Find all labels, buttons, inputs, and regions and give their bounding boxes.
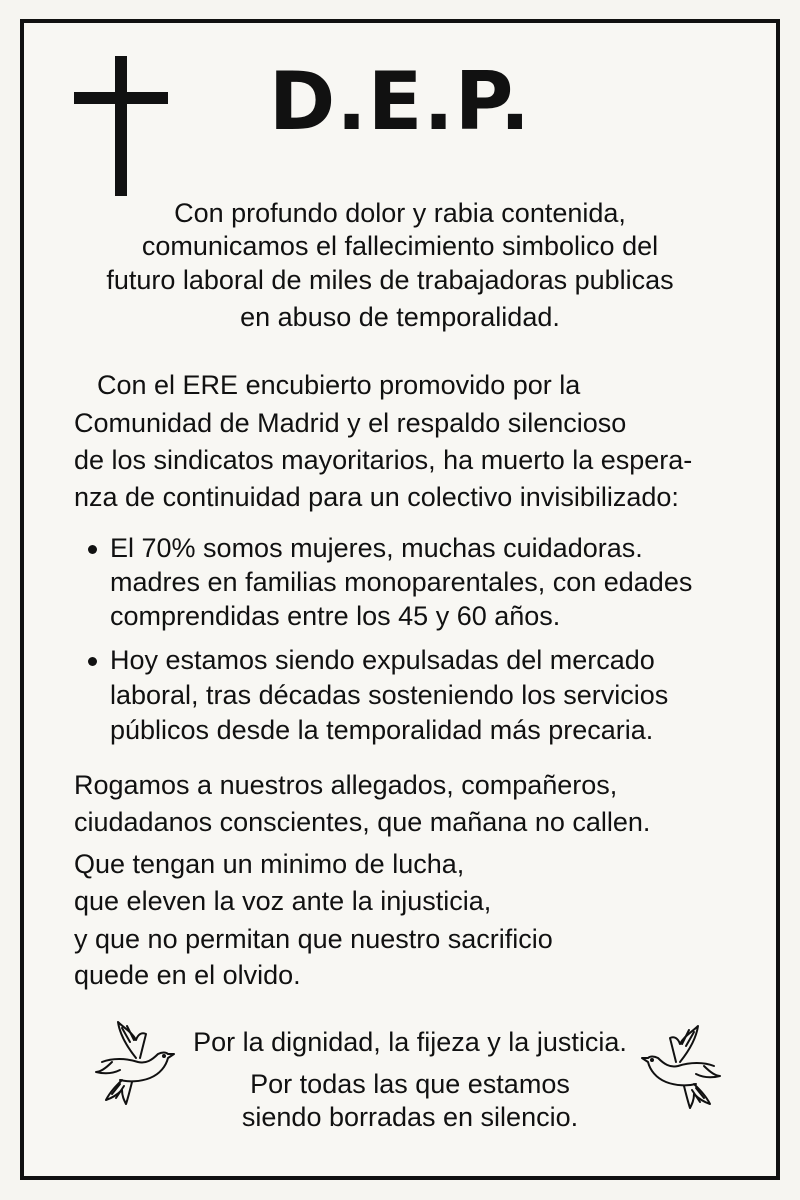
intro-line: en abuso de temporalidad. xyxy=(240,302,560,332)
paragraph-line: ciudadanos conscientes, que mañana no callen. xyxy=(74,807,651,837)
bullet-line: públicos desde la temporalidad más precaria. xyxy=(110,715,654,745)
paragraph-line: Con el ERE encubierto promovido por la xyxy=(97,370,581,400)
bullet-line: comprendidas entre los 45 y 60 años. xyxy=(110,601,561,631)
paragraph-line: Comunidad de Madrid y el respaldo silencioso xyxy=(74,408,627,438)
paragraph-line: nza de continuidad para un colectivo invisibilizado: xyxy=(74,482,679,512)
cross-icon xyxy=(74,56,168,196)
bullet-line: El 70% somos mujeres, muchas cuidadoras. xyxy=(110,533,643,563)
intro-line: futuro laboral de miles de trabajadoras publicas xyxy=(106,265,674,295)
paragraph-line: quede en el olvido. xyxy=(74,960,301,990)
paragraph-line: Rogamos a nuestros allegados, compañeros, xyxy=(74,770,618,800)
dove-icon xyxy=(640,1022,724,1112)
paragraph-line: Que tengan un minimo de lucha, xyxy=(74,849,465,879)
bullet-dot xyxy=(88,657,97,666)
bullet-line: madres en familias monoparentales, con edades xyxy=(110,567,693,597)
closing-line: Por todas las que estamos xyxy=(250,1069,570,1099)
obituary-title: D.E.P. xyxy=(268,55,532,148)
intro-line: comunicamos el fallecimiento simbolico del xyxy=(141,231,659,261)
bullet-line: Hoy estamos siendo expulsadas del mercado xyxy=(110,645,655,675)
closing-line: Por la dignidad, la fijeza y la justicia. xyxy=(193,1027,627,1057)
paragraph-line: de los sindicatos mayoritarios, ha muerto la esperа- xyxy=(74,445,693,475)
intro-line: Con profundo dolor y rabia contenida, xyxy=(174,198,626,228)
closing-line: siendo borradas en silencio. xyxy=(241,1102,579,1132)
paragraph-line: y que no permitan que nuestro sacrificio xyxy=(74,924,553,954)
bullet-line: laboral, tras décadas sosteniendo los servicios xyxy=(110,680,669,710)
paragraph-line: que eleven la voz ante la injusticia, xyxy=(74,886,492,916)
bullet-dot xyxy=(88,545,97,554)
dove-icon xyxy=(92,1018,176,1108)
